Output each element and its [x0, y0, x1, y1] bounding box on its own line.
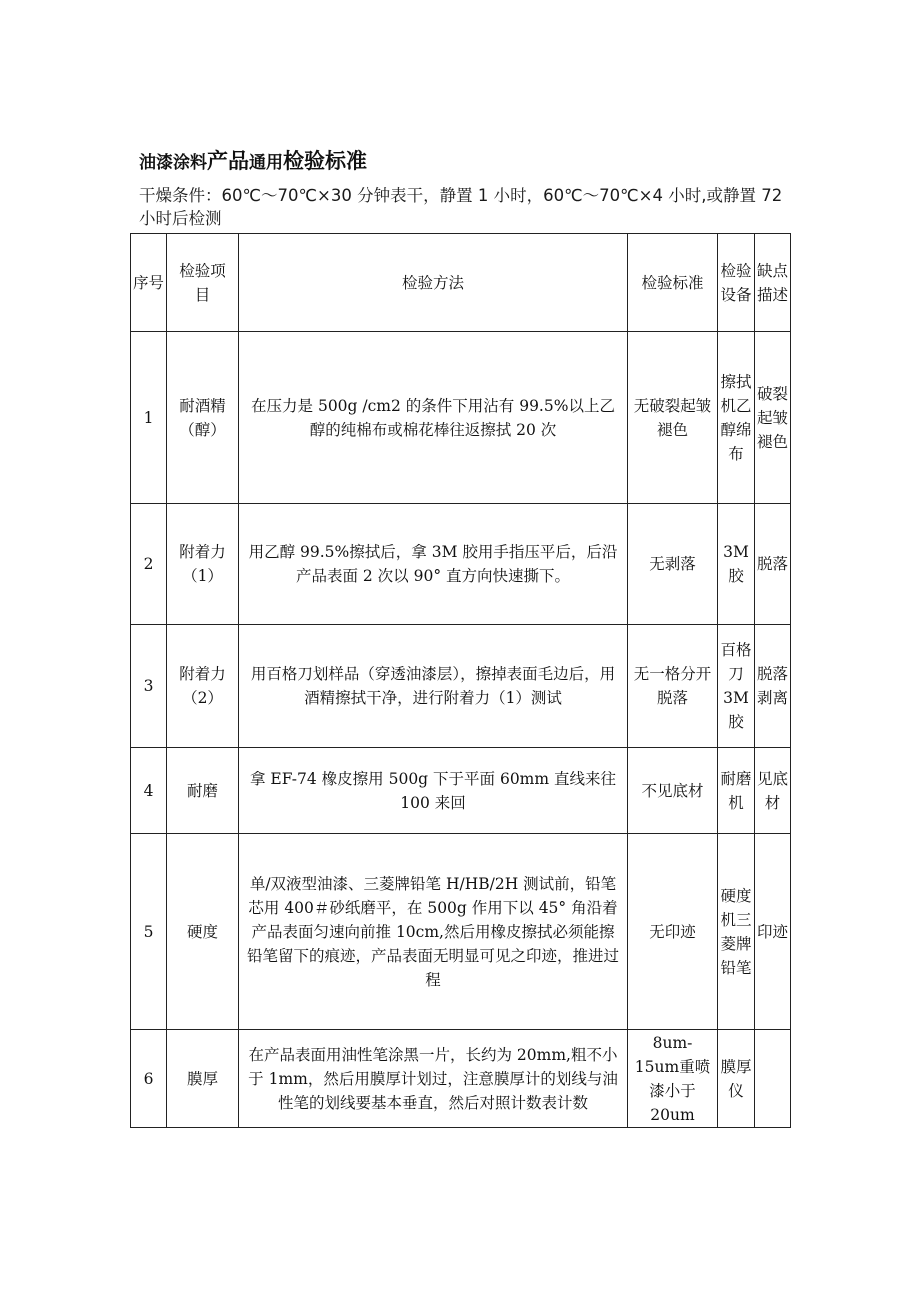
cell-method: 在产品表面用油性笔涂黑一片，长约为 20mm,粗不小于 1mm，然后用膜厚计划过，注意膜厚计的划线与油性笔的划线要基本垂直，然后对照计数表计数 — [239, 1030, 628, 1128]
header-item: 检验项目 — [167, 234, 239, 332]
cell-item: 膜厚 — [167, 1030, 239, 1128]
cell-item: 硬度 — [167, 834, 239, 1030]
cell-equipment: 擦拭机乙醇绵布 — [718, 332, 755, 504]
cell-no: 2 — [131, 504, 167, 625]
cell-equipment: 耐磨机 — [718, 748, 755, 834]
table-header-row — [131, 234, 791, 332]
cell-standard: 无一格分开脱落 — [628, 625, 718, 748]
drying-condition: 干燥条件：60℃～70℃×30 分钟表干，静置 1 小时，60℃～70℃×4 小时,或静置 72 小时后检测 — [139, 186, 783, 228]
cell-equipment: 膜厚仪 — [718, 1030, 755, 1128]
header-equipment: 检验设备 — [718, 234, 755, 332]
header-no: 序号 — [131, 234, 167, 332]
title-part-1: 油漆涂料 — [139, 153, 207, 173]
cell-equipment: 百格刀3M胶 — [718, 625, 755, 748]
cell-defect: 脱落 — [755, 504, 791, 625]
table-row — [131, 504, 791, 625]
cell-standard: 8um-15um重喷漆小于 20um — [628, 1030, 718, 1128]
cell-defect: 见底材 — [755, 748, 791, 834]
cell-item: 耐酒精（醇） — [167, 332, 239, 504]
header-method: 检验方法 — [239, 234, 628, 332]
cell-defect: 脱落剥离 — [755, 625, 791, 748]
document-title — [139, 146, 367, 178]
cell-standard: 无印迹 — [628, 834, 718, 1030]
cell-defect — [755, 1030, 791, 1128]
cell-method: 用乙醇 99.5%擦拭后，拿 3M 胶用手指压平后，后沿产品表面 2 次以 90° 直方向快速撕下。 — [239, 504, 628, 625]
cell-no: 5 — [131, 834, 167, 1030]
header-defect: 缺点描述 — [755, 234, 791, 332]
title-part-2: 产品 — [207, 149, 249, 173]
cell-standard: 无剥落 — [628, 504, 718, 625]
cell-method: 在压力是 500g /cm2 的条件下用沾有 99.5%以上乙醇的纯棉布或棉花棒往返擦拭 20 次 — [239, 332, 628, 504]
cell-method: 拿 EF-74 橡皮擦用 500g 下于平面 60mm 直线来往 100 来回 — [239, 748, 628, 834]
cell-defect: 破裂起皱褪色 — [755, 332, 791, 504]
cell-equipment: 3M胶 — [718, 504, 755, 625]
title-part-3: 通用 — [249, 153, 283, 173]
table-row — [131, 748, 791, 834]
table-row — [131, 1030, 791, 1128]
cell-item: 附着力（1） — [167, 504, 239, 625]
cell-method: 单/双液型油漆、三菱牌铅笔 H/HB/2H 测试前，铅笔芯用 400＃砂纸磨平，在 500g 作用下以 45° 角沿着产品表面匀速向前推 10cm,然后用橡皮擦拭必须能擦铅笔留下的痕迹，产品表面无明显可见之印迹，推进过程 — [239, 834, 628, 1030]
cell-no: 6 — [131, 1030, 167, 1128]
table-row — [131, 625, 791, 748]
cell-defect: 印迹 — [755, 834, 791, 1030]
header-standard: 检验标准 — [628, 234, 718, 332]
inspection-table — [130, 233, 791, 1128]
table-row — [131, 332, 791, 504]
cell-no: 3 — [131, 625, 167, 748]
table-row — [131, 834, 791, 1030]
cell-no: 1 — [131, 332, 167, 504]
cell-standard: 不见底材 — [628, 748, 718, 834]
cell-equipment: 硬度机三菱牌铅笔 — [718, 834, 755, 1030]
title-part-4: 检验标准 — [283, 149, 367, 173]
cell-no: 4 — [131, 748, 167, 834]
cell-method: 用百格刀划样品（穿透油漆层），擦掉表面毛边后，用酒精擦拭干净，进行附着力（1）测试 — [239, 625, 628, 748]
cell-item: 附着力（2） — [167, 625, 239, 748]
cell-standard: 无破裂起皱褪色 — [628, 332, 718, 504]
cell-item: 耐磨 — [167, 748, 239, 834]
